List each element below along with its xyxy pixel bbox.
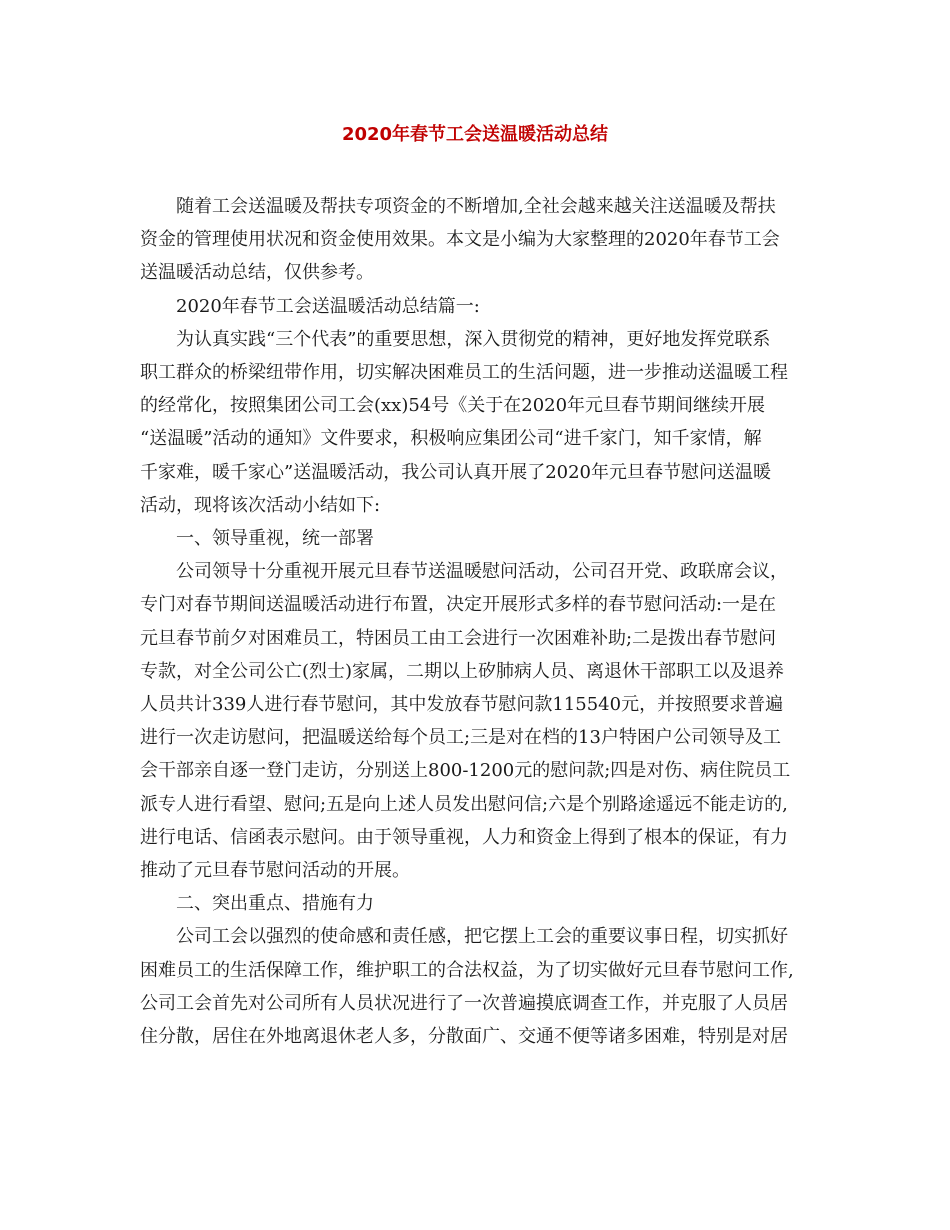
section-heading-leadership: 一、领导重视，统一部署: [176, 528, 374, 550]
section-heading-measures: 二、突出重点、措施有力: [176, 893, 374, 915]
document-title: 2020年春节工会送温暖活动总结: [341, 124, 609, 145]
intro-paragraph: 随着工会送温暖及帮扶专项资金的不断增加,全社会越来越关注送温暖及帮扶 资金的管理使用状况和资金使用效果。本文是小编为大家整理的2020年春节工会 送温暖活动总结，仅供参考。: [140, 196, 780, 284]
background-paragraph: 为认真实践“三个代表”的重要思想，深入贯彻党的精神，更好地发挥党联系 职工群众的桥梁纽带作用，切实解决困难员工的生活问题，进一步推动送温暖工程 的经常化，按照集团公司工会(xx)54号《关于在2020年元旦春节期间继续开展 “送温暖”活动的通知》文件要求，积极响应集团公司“进千家门，知千家情，解 千家难，暖千家心”送温暖活动，我公司认真开展了2020年元旦春节慰问送温暖 活动，现将该次活动小结如下:: [140, 328, 788, 516]
measures-paragraph: 公司工会以强烈的使命感和责任感，把它摆上工会的重要议事日程，切实抓好 困难员工的生活保障工作，维护职工的合法权益，为了切实做好元旦春节慰问工作, 公司工会首先对公司所有人员状况进行了一次普遍摸底调查工作，并克服了人员居 住分散，居住在外地离退休老人多，分散面广、交通不便等诸多困难，特别是对居: [140, 926, 794, 1048]
document-body: [140, 190, 822, 1053]
leadership-paragraph: 公司领导十分重视开展元旦春节送温暖慰问活动，公司召开党、政联席会议， 专门对春节期间送温暖活动进行布置，决定开展形式多样的春节慰问活动:一是在 元旦春节前夕对困难员工，特困员工由工会进行一次困难补助;二是拨出春节慰问 专款，对全公司公亡(烈士)家属，二期以上矽肺病人员、离退休干部职工以及退养 人员共计339人进行春节慰问，其中发放春节慰问款115540元，并按照要求普遍 进行一次走访慰问，把温暖送给每个员工;三是对在档的13户特困户公司领导及工 会干部亲自逐一登门走访，分别送上800-1200元的慰问款;四是对伤、病住院员工 派专人进行看望、慰问;五是向上述人员发出慰问信;六是个别路途遥远不能走访的, 进行电话、信函表示慰问。由于领导重视，人力和资金上得到了根本的保证，有力 推动了元旦春节慰问活动的开展。: [140, 561, 791, 882]
section-heading-part-one: 2020年春节工会送温暖活动总结篇一:: [176, 295, 480, 317]
